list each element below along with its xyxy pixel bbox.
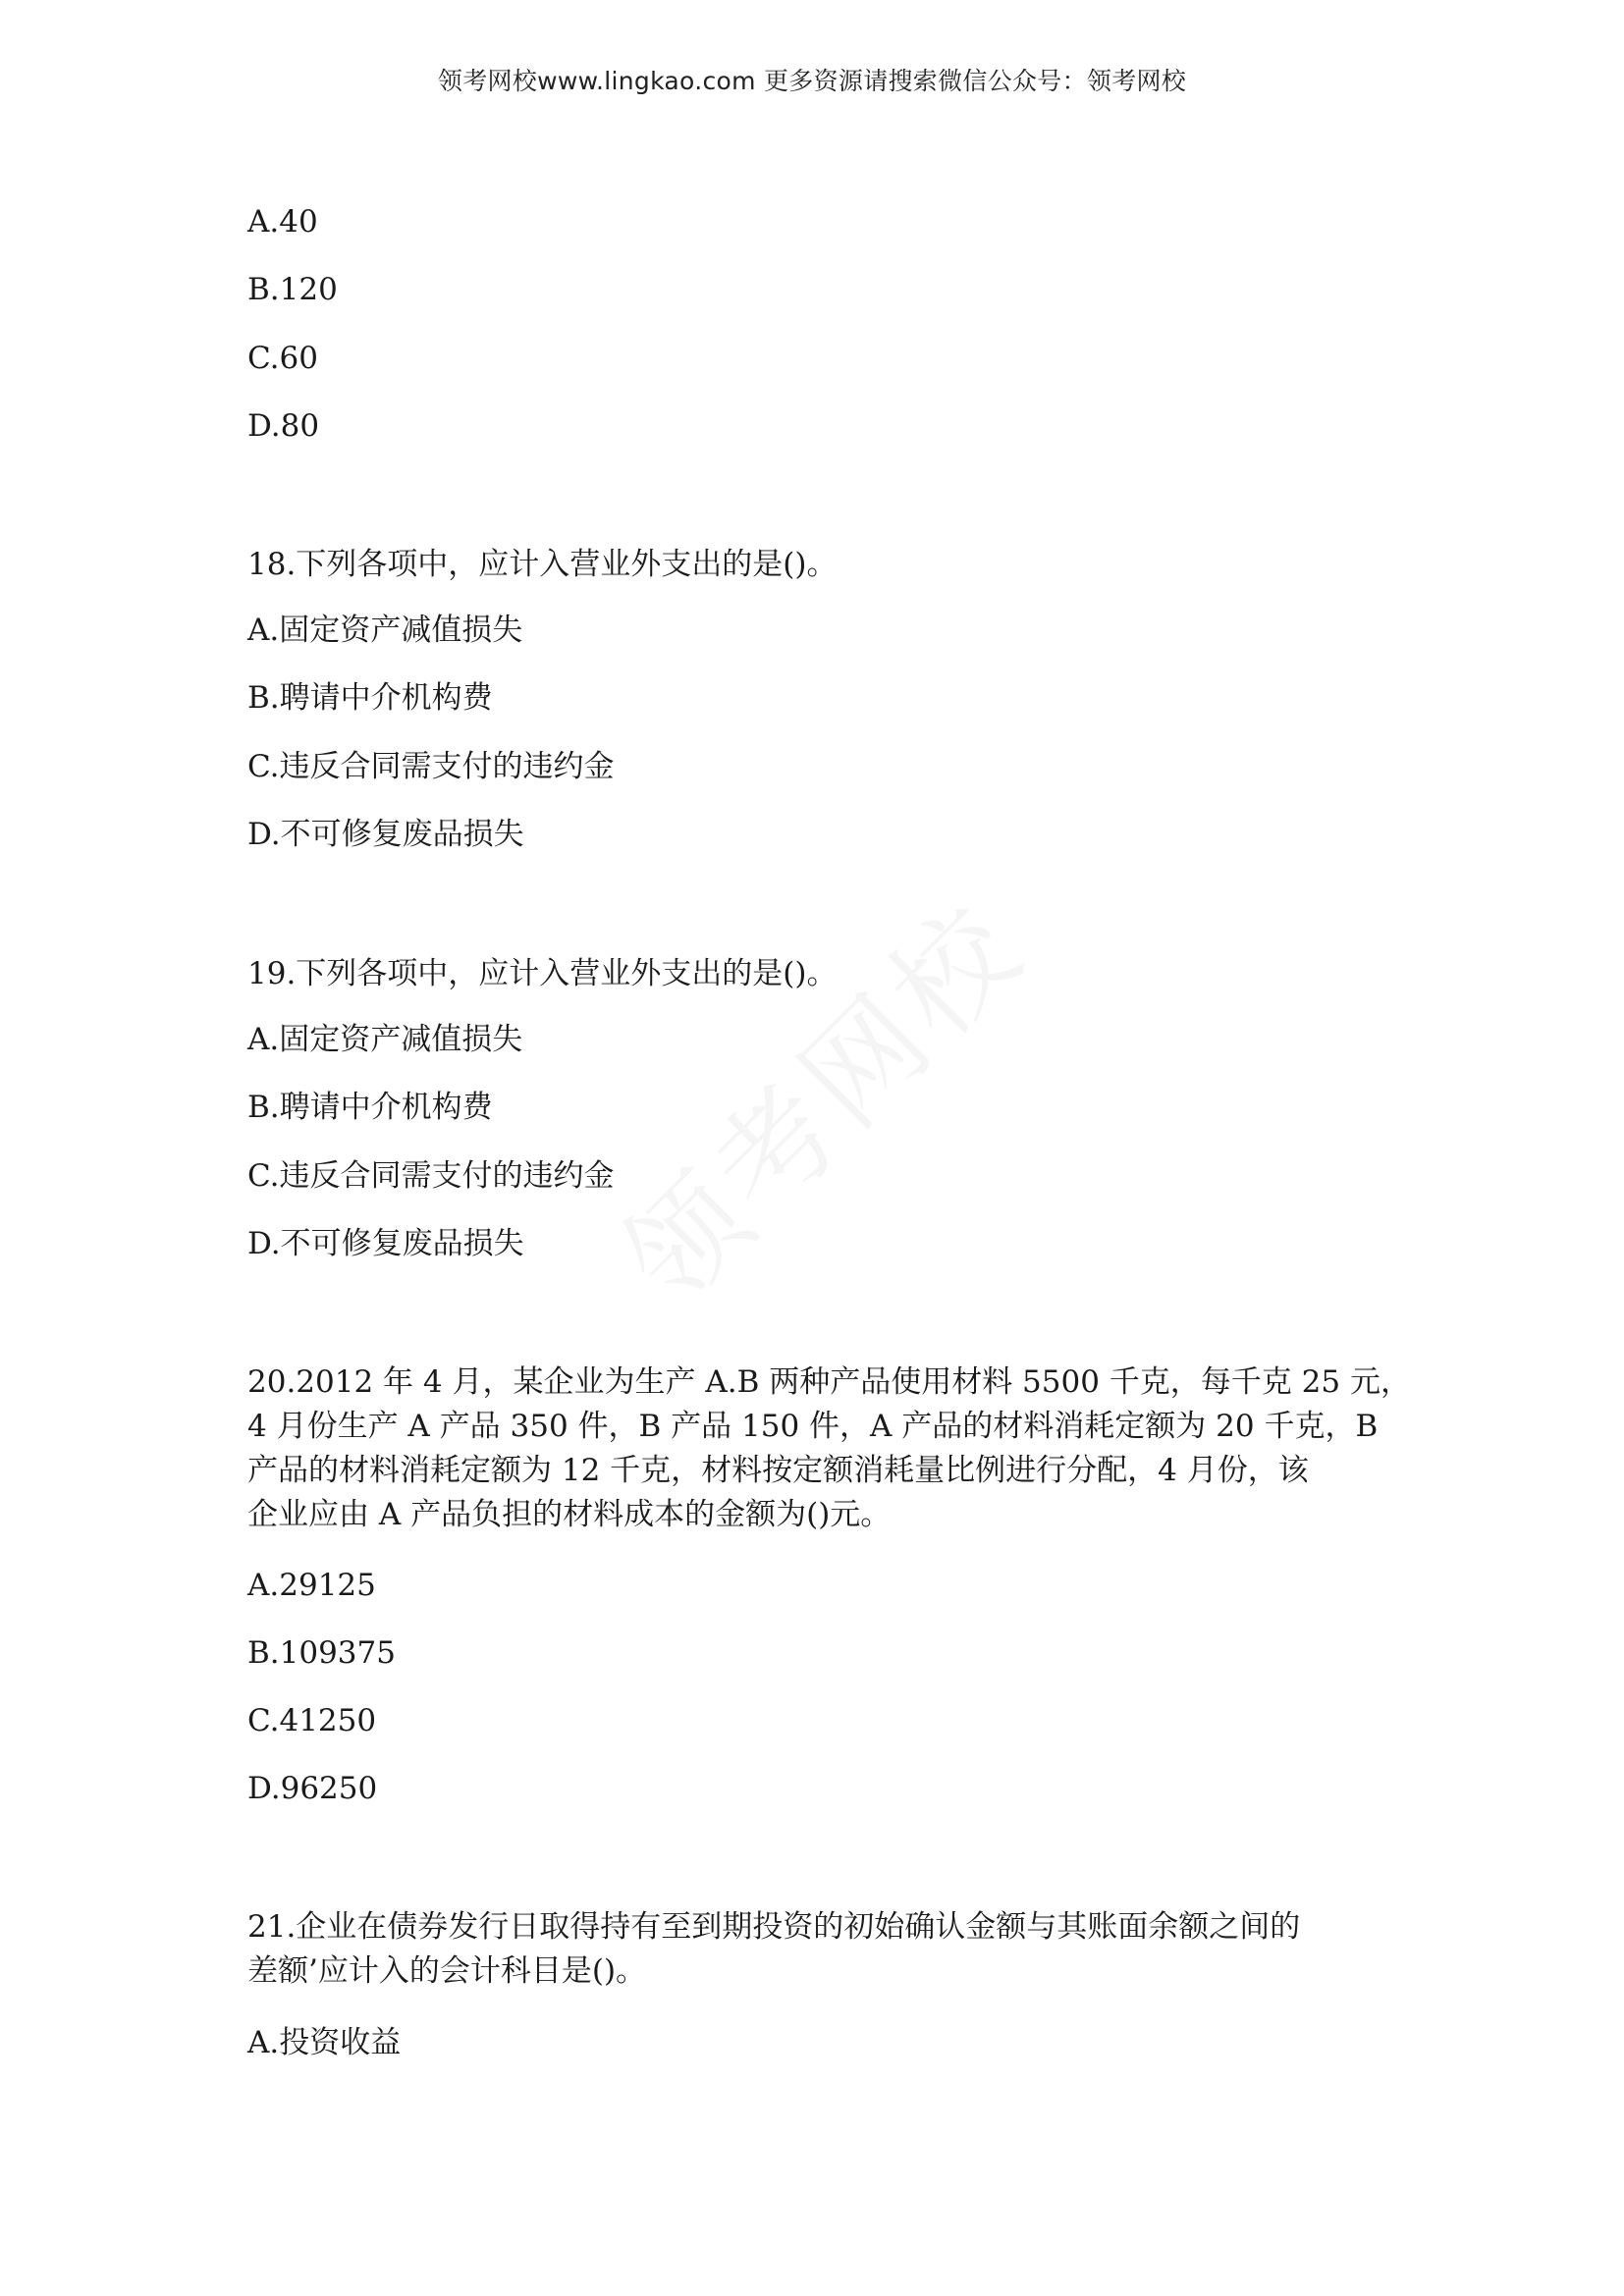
q20-stem-line-4: 企业应由 A 产品负担的材料成本的金额为()元。 — [247, 1497, 892, 1532]
q21-stem-line-1: 21.企业在债券发行日取得持有至到期投资的初始确认金额与其账面余额之间的 — [247, 1909, 1301, 1945]
q18-stem: 18.下列各项中，应计入营业外支出的是()。 — [247, 547, 838, 582]
q18-option-d: D.不可修复废品损失 — [247, 817, 524, 852]
q19-option-a: A.固定资产减值损失 — [247, 1022, 523, 1057]
watermark — [585, 865, 1064, 1344]
q17-option-d: D.80 — [247, 408, 320, 444]
q20-stem-line-1: 20.2012 年 4 月，某企业为生产 A.B 两种产品使用材料 5500 千克，每千克 25 元， — [247, 1364, 1411, 1400]
q21-stem — [247, 1905, 1396, 1994]
q20-stem — [247, 1361, 1411, 1537]
q19-stem: 19.下列各项中，应计入营业外支出的是()。 — [247, 956, 838, 991]
q20-option-d: D.96250 — [247, 1771, 378, 1806]
q17-option-a: A.40 — [247, 204, 318, 240]
q19-option-c: C.违反合同需支付的违约金 — [247, 1158, 615, 1194]
q20-option-a: A.29125 — [247, 1568, 376, 1603]
q18-option-b: B.聘请中介机构费 — [247, 680, 493, 716]
q19-option-d: D.不可修复废品损失 — [247, 1226, 524, 1261]
q19-option-b: B.聘请中介机构费 — [247, 1090, 493, 1125]
q21-stem-line-2: 差额’应计入的会计科目是()。 — [247, 1953, 647, 1989]
q17-option-c: C.60 — [247, 341, 318, 376]
q21-option-a: A.投资收益 — [247, 2025, 402, 2060]
q20-stem-line-2: 4 月份生产 A 产品 350 件，B 产品 150 件，A 产品的材料消耗定额为 20 千克，B — [247, 1409, 1379, 1444]
q20-option-b: B.109375 — [247, 1635, 396, 1671]
page-header: 领考网校www.lingkao.com 更多资源请搜索微信公众号：领考网校 — [437, 67, 1187, 95]
q20-option-c: C.41250 — [247, 1703, 377, 1738]
q18-option-a: A.固定资产减值损失 — [247, 613, 523, 648]
q20-stem-line-3: 产品的材料消耗定额为 12 千克，材料按定额消耗量比例进行分配，4 月份，该 — [247, 1453, 1309, 1488]
q18-option-c: C.违反合同需支付的违约金 — [247, 749, 615, 784]
q17-option-b: B.120 — [247, 272, 338, 307]
